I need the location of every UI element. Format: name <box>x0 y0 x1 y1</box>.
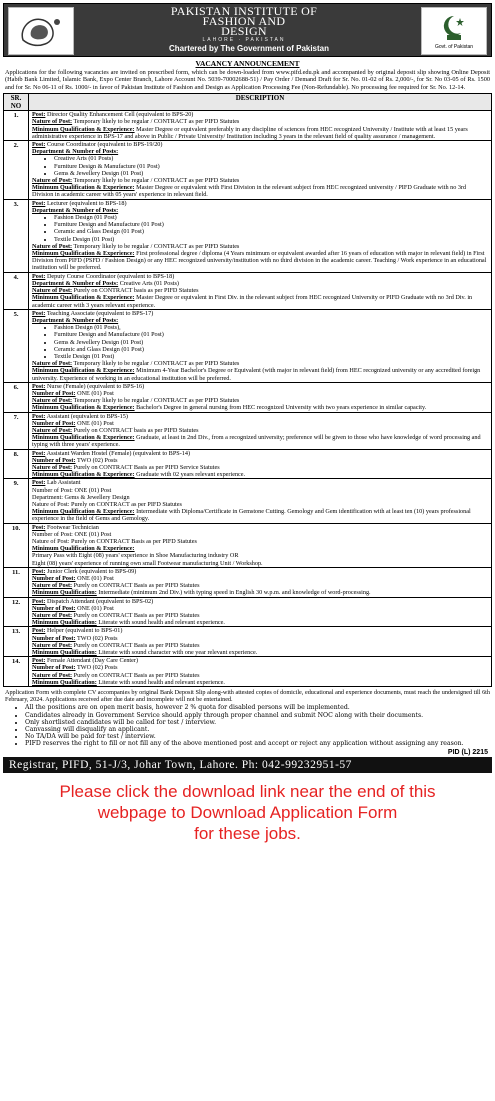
job-row <box>4 449 492 479</box>
job-line-key: Nature of Post: <box>32 242 73 250</box>
job-description <box>29 382 492 412</box>
note-item: • Candidates already in Government Service should apply through proper channel and submit NOC along with their documents. <box>25 712 492 719</box>
job-line <box>32 524 488 531</box>
job-line-value: Temporary likely to be regular / CONTRACT as per PIFD Statutes <box>72 118 240 126</box>
job-row <box>4 272 492 309</box>
job-line <box>32 273 488 280</box>
job-line <box>32 126 488 140</box>
job-line-value: Junior Clerk (equivalent to BPS-09) <box>45 567 137 575</box>
notice-line-2: webpage to Download Application Form <box>97 802 398 822</box>
job-line <box>32 672 488 679</box>
job-line-key: Nature of Post: <box>32 641 73 649</box>
note-item: • No TA/DA will be paid for test / interview. <box>25 733 492 740</box>
job-line <box>32 494 488 501</box>
job-line <box>32 200 488 207</box>
job-line-value: Lab Assistant <box>45 479 81 487</box>
job-line-value: ONE (01) Post <box>75 575 114 583</box>
job-line <box>32 501 488 508</box>
job-line <box>32 397 488 404</box>
department-item: • Ceramic and Glass Design (01 Post) <box>54 228 488 235</box>
sr-no-header: SR. NO <box>4 94 29 111</box>
job-line-key: Department & Number of Posts: <box>32 206 119 214</box>
job-line <box>32 538 488 545</box>
job-description <box>29 479 492 523</box>
jobs-body <box>4 111 492 687</box>
job-description <box>29 657 492 687</box>
job-line-value: Nurse (Female) (equivalent to BPS-16) <box>45 382 145 390</box>
footer-text: Application Form with complete CV accompanies by original Bank Deposit Slip along-with attested copies of domicile, educational and experience documents, must reach the undersigned till 6th February, 2024. Applications received after due date and incomplete will not be entertained. <box>5 689 490 704</box>
job-row <box>4 412 492 449</box>
job-line-key: Minimum Qualification & Experience: <box>32 294 135 302</box>
job-line <box>32 310 488 317</box>
job-line <box>32 427 488 434</box>
job-description <box>29 627 492 657</box>
job-line <box>32 148 488 155</box>
job-line-key: Post: <box>32 111 46 119</box>
job-line <box>32 383 488 390</box>
title-line-2: FASHION AND <box>202 14 286 28</box>
job-line-key: Post: <box>32 449 46 457</box>
application-footer <box>5 689 490 703</box>
job-sr-no: 4. <box>4 272 29 309</box>
job-line-value: Course Coordinator (equivalent to BPS-19/20) <box>45 141 163 149</box>
job-sr-no: 14. <box>4 657 29 687</box>
description-header: DESCRIPTION <box>29 94 492 111</box>
department-item: • Furniture Design & Manufacture (01 Post) <box>54 163 488 170</box>
job-line-value: Graduate, at least in 2nd Div., from a recognized university; preference will be given to those who have knowledge of word processing and typing with three years' experience. <box>32 434 481 449</box>
job-line <box>32 280 488 287</box>
job-line-key: Nature of Post: <box>32 671 73 679</box>
job-line-value: TWO (02) Posts <box>75 456 118 464</box>
note-item: • Only shortlisted candidates will be called for test / interview. <box>25 719 492 726</box>
job-line-key: Minimum Qualification: <box>32 589 97 597</box>
job-sr-no: 11. <box>4 567 29 597</box>
job-line <box>32 487 488 494</box>
notice-line-1: Please click the download link near the end of this <box>59 781 436 801</box>
job-line-key: Minimum Qualification: <box>32 619 97 627</box>
job-line <box>32 552 488 559</box>
job-line-key: Minimum Qualification & Experience: <box>32 404 135 412</box>
job-line-value: Temporary likely to be regular / CONTRACT as per PIFD Statutes <box>72 397 240 405</box>
pakistan-emblem-icon <box>439 13 469 43</box>
job-line-value: Graduate with 02 years relevant experience. <box>134 471 246 479</box>
intro-paragraph: Applications for the following vacancies are invited on prescribed form, which can be down-loaded from www.pifd.edu.pk and accompanied by original deposit slip showing Online Deposit (Habib Bank Limited, Islamic Bank, Expo Center Branch, Lahore Account No. 5039-70002688-51) / Pay Order / Demand Draft for Sr. No. 01-02 of Rs. 2,000/-, for Sr. No 03-05 of Rs. 1500 and for Sr. No 06-11 of Rs. 1000/- in favor of Pakistan Institute of Fashion and Design as Application Processing Fee (Non-Refundable). No processing fee required for Sr. No. 12-14. <box>5 69 490 91</box>
job-row <box>4 657 492 687</box>
job-sr-no: 10. <box>4 523 29 567</box>
job-line-value: Number of Post: ONE (01) Post <box>32 486 112 494</box>
department-item: • Textile Design (01 Post) <box>54 353 488 360</box>
job-line-value: Master Degree or equivalent preferably in any discipline of sciences from HEC recognized University / Institute with at least 15 years administrative experience in BPS-17 and above in Public / Private University/ Institution including 3 years in the relevant field of quality assurance / management. <box>32 125 468 140</box>
job-line <box>32 184 488 198</box>
job-line-value: Teaching Associate (equivalent to BPS-17) <box>45 309 154 317</box>
job-line <box>32 141 488 148</box>
department-item: • Gems & Jewellery Design (01 Post) <box>54 339 488 346</box>
job-row <box>4 111 492 141</box>
job-line-key: Nature of Post: <box>32 612 73 620</box>
job-line-value: Intermediate with Diploma/Certificate in Gemstone Cutting. Gemology and Gem identification with at least ten (10) years professional experience in the field of Gems and Gemology. <box>32 508 471 523</box>
job-description <box>29 272 492 309</box>
job-line <box>32 589 488 596</box>
job-line-key: Post: <box>32 567 46 575</box>
job-line <box>32 250 488 272</box>
job-line-value: TWO (02) Posts <box>75 634 118 642</box>
job-line-value: Footwear Technician <box>45 523 99 531</box>
job-sr-no: 3. <box>4 199 29 272</box>
job-line-key: Minimum Qualification & Experience: <box>32 250 135 258</box>
department-list <box>32 324 488 360</box>
job-line <box>32 294 488 308</box>
job-line-value: Dispatch Attendant (equivalent to BPS-02) <box>45 597 154 605</box>
job-row <box>4 479 492 523</box>
job-line <box>32 508 488 522</box>
job-line <box>32 679 488 686</box>
job-line-key: Number of Post: <box>32 664 76 672</box>
department-item: • Fashion Design (01 Posts), <box>54 324 488 331</box>
job-line-key: Nature of Post: <box>32 177 73 185</box>
job-line-value: Purely on CONTRACT Basis as per PIFD Statutes <box>72 612 200 620</box>
job-line-key: Minimum Qualification & Experience: <box>32 434 135 442</box>
job-row <box>4 523 492 567</box>
job-line-value: Literate with sound health and relevant experience. <box>96 678 225 686</box>
job-line-value: Primary Pass with Eight (08) years' experience in Shoe Manufacturing industry OR <box>32 552 239 560</box>
job-line-value: ONE (01) Post <box>75 419 114 427</box>
job-description <box>29 111 492 141</box>
registrar-address: Registrar, PIFD, 51-J/3, Johar Town, Lahore. Ph: 042-99232951-57 <box>3 757 492 773</box>
job-line-value: Minimum 4-Year Bachelor's Degree or Equivalent (with major in relevant field) from HEC recognized university or any accredited foreign university. Experience of working in an educational institution will be preferred. <box>32 367 481 382</box>
job-line-value: Female Attendant (Day Care Center) <box>45 657 139 665</box>
job-line <box>32 457 488 464</box>
job-description <box>29 449 492 479</box>
pid-code: PID (L) 2215 <box>447 748 488 756</box>
job-line <box>32 664 488 671</box>
job-line-key: Minimum Qualification & Experience: <box>32 367 135 375</box>
job-line-value: Purely on CONTRACT Basis as per PIFD Statutes <box>72 582 200 590</box>
title-line-1: PAKISTAN INSTITUTE OF <box>170 4 318 18</box>
job-line-value: Purely on CONTRACT Basis as per PIFD Statutes <box>72 641 200 649</box>
job-line <box>32 464 488 471</box>
job-line <box>32 531 488 538</box>
job-line-key: Number of Post: <box>32 634 76 642</box>
job-line-value: ONE (01) Post <box>75 604 114 612</box>
job-line-value: Literate with sound health and relevant experience. <box>96 619 225 627</box>
job-line-value: Master Degree or equivalent with First Division in the relevant subject from HEC recognized university / PIFD Graduate with no 3rd Division in academic career with 05 years' experience in relevant field. <box>32 184 467 199</box>
pifd-logo <box>8 7 74 55</box>
job-line <box>32 434 488 448</box>
job-description <box>29 199 492 272</box>
job-line-key: Nature of Post: <box>32 426 73 434</box>
job-line-value: Nature of Post: Purely on CONTRACT as per PIFD Statutes <box>32 500 182 508</box>
job-line-key: Number of Post: <box>32 419 76 427</box>
job-line-key: Number of Post: <box>32 575 76 583</box>
job-line <box>32 479 488 486</box>
job-description <box>29 141 492 200</box>
job-line-key: Number of Post: <box>32 389 76 397</box>
job-line <box>32 657 488 664</box>
job-line-value: First professional degree / diploma (4 Years minimum or equivalent awarded after 16 years of education with major in relevant field) in First Division from PIFD (PSFD / Fashion Design) or any HEC recognized university/institution with no third division in the academic career. Teaching / Work experience in an educational institution will be preferred. <box>32 250 487 272</box>
job-sr-no: 12. <box>4 597 29 627</box>
title-line-3: DESIGN <box>221 24 267 38</box>
job-line-key: Minimum Qualification: <box>32 678 97 686</box>
charter-line: Chartered by The Government of Pakistan <box>168 44 330 53</box>
job-line-value: Director Quality Enhancement Cell (equivalent to BPS-20) <box>45 111 194 119</box>
job-line-value: Lecturer (equivalent to BPS-18) <box>45 199 127 207</box>
institute-title <box>154 6 334 36</box>
job-line <box>32 118 488 125</box>
job-line-key: Post: <box>32 597 46 605</box>
job-sr-no: 9. <box>4 479 29 523</box>
job-description <box>29 523 492 567</box>
job-row <box>4 199 492 272</box>
job-line-key: Nature of Post: <box>32 582 73 590</box>
note-item: • All the positions are on open merit basis, however 2 % quota for disabled persons will be implemented. <box>25 704 492 711</box>
job-line <box>32 605 488 612</box>
job-line-key: Post: <box>32 141 46 149</box>
job-line <box>32 575 488 582</box>
department-item: • Ceramic and Glass Design (01 Post) <box>54 346 488 353</box>
department-item: • Creative Arts (01 Posts) <box>54 155 488 162</box>
govt-caption: Govt. of Pakistan <box>434 43 474 50</box>
job-line-value: Intermediate (minimum 2nd Div.) with typing speed in English 30 w.p.m. and knowledge of word-processing. <box>96 589 371 597</box>
job-line-value: Assistant (equivalent to BPS-15) <box>45 412 128 420</box>
job-line-value: Assistant Warden Hostel (Female) (equivalent to BPS-14) <box>45 449 191 457</box>
institute-location: LAHORE · PAKISTAN <box>202 37 286 43</box>
download-notice <box>3 781 492 844</box>
header-banner <box>3 3 492 57</box>
job-line-value: Master Degree or equivalent in First Div. in the relevant subject from HEC recognized University or PIFD Graduate with no 3rd Div. in academic career with 3 years relevant experience. <box>32 294 473 309</box>
job-sr-no: 6. <box>4 382 29 412</box>
job-line-key: Nature of Post: <box>32 463 73 471</box>
job-sr-no: 8. <box>4 449 29 479</box>
job-line-value: Eight (08) years' experience of running own small Footwear manufacturing Unit / Workshop. <box>32 559 263 567</box>
job-line <box>32 404 488 411</box>
job-line-key: Nature of Post: <box>32 287 73 295</box>
notice-line-3: for these jobs. <box>194 823 301 843</box>
job-row <box>4 597 492 627</box>
job-line <box>32 627 488 634</box>
job-line-value: Purely on CONTRACT Basis as per PIFD Service Statutes <box>72 463 220 471</box>
job-line-key: Department & Number of Posts: <box>32 148 119 156</box>
job-line-value: Number of Post: ONE (01) Post <box>32 530 112 538</box>
job-line-key: Post: <box>32 412 46 420</box>
job-line-value: Bachelor's Degree in general nursing from HEC recognized University with two years experience in similar capacity. <box>134 404 427 412</box>
job-line-value: Department: Gems & Jewellery Design <box>32 493 130 501</box>
job-line-value: Temporary likely to be regular / CONTRACT as per PIFD Statutes <box>72 360 240 368</box>
job-row <box>4 382 492 412</box>
job-line-key: Minimum Qualification & Experience: <box>32 125 135 133</box>
job-line <box>32 612 488 619</box>
job-line <box>32 598 488 605</box>
job-line-key: Minimum Qualification & Experience: <box>32 471 135 479</box>
job-description <box>29 597 492 627</box>
department-item: • Gems & Jewellery Design (01 Post) <box>54 170 488 177</box>
job-line-key: Nature of Post: <box>32 360 73 368</box>
job-line-key: Number of Post: <box>32 604 76 612</box>
department-item: • Furniture Design and Manufacture (01 Post) <box>54 221 488 228</box>
job-line-key: Nature of Post: <box>32 397 73 405</box>
department-item: • Textile Design (01 Post) <box>54 236 488 243</box>
job-line-key: Post: <box>32 309 46 317</box>
job-line-key: Post: <box>32 657 46 665</box>
job-line-key: Post: <box>32 382 46 390</box>
job-line <box>32 471 488 478</box>
job-line <box>32 317 488 324</box>
job-line <box>32 649 488 656</box>
job-line-value: Nature of Post: Purely on CONTRACT Basis as per PIFD Statutes <box>32 538 197 545</box>
job-line <box>32 619 488 626</box>
job-line <box>32 545 488 552</box>
department-item: • Fashion Design (01 Post) <box>54 214 488 221</box>
job-line-key: Department & Number of Posts: <box>32 316 119 324</box>
job-sr-no: 2. <box>4 141 29 200</box>
job-line-key: Minimum Qualification & Experience: <box>32 184 135 192</box>
job-line <box>32 177 488 184</box>
job-line-value: Deputy Course Coordinator (equivalent to BPS-18) <box>45 272 175 280</box>
job-line-value: TWO (02) Posts <box>75 664 118 672</box>
department-list <box>32 214 488 243</box>
job-line <box>32 390 488 397</box>
notes-list <box>3 704 492 747</box>
job-line <box>32 367 488 381</box>
advertisement-page <box>3 3 492 844</box>
job-line-value: Helper (equivalent to BPS-01) <box>45 627 123 635</box>
job-line-value: Creative Arts (01 Posts) <box>118 279 179 287</box>
job-row <box>4 309 492 382</box>
job-sr-no: 1. <box>4 111 29 141</box>
job-line-value: Purely on CONTRACT Basis as per PIFD Statutes <box>72 671 200 679</box>
job-line <box>32 420 488 427</box>
job-line-key: Minimum Qualification & Experience: <box>32 545 135 553</box>
job-line-value: Literate with sound character with one year relevant experience. <box>96 649 258 657</box>
job-line-key: Post: <box>32 479 46 487</box>
job-line <box>32 560 488 567</box>
note-item: • Canvassing will disqualify an applicant. <box>25 726 492 733</box>
job-line <box>32 450 488 457</box>
job-line <box>32 111 488 118</box>
job-line <box>32 635 488 642</box>
job-line <box>32 360 488 367</box>
job-line-value: Purely on CONTRACT basis as per PIFD Statutes <box>72 287 199 295</box>
job-sr-no: 7. <box>4 412 29 449</box>
job-line-value: Temporary likely to be regular / CONTRACT as per PIFD Statutes <box>72 177 240 185</box>
department-item: • Furniture Design and Manufacture (01 Post) <box>54 331 488 338</box>
paisley-logo-icon <box>17 14 65 48</box>
job-description <box>29 309 492 382</box>
job-line <box>32 568 488 575</box>
job-line-value: Purely on CONTRACT basis as per PIFD Statutes <box>72 426 199 434</box>
job-line-key: Number of Post: <box>32 456 76 464</box>
job-sr-no: 13. <box>4 627 29 657</box>
job-sr-no: 5. <box>4 309 29 382</box>
job-line-key: Nature of Post: <box>32 118 73 126</box>
job-line-key: Post: <box>32 627 46 635</box>
job-line-key: Department & Number of Posts: <box>32 279 119 287</box>
job-line <box>32 642 488 649</box>
vacancy-heading: VACANCY ANNOUNCEMENT <box>195 59 300 68</box>
job-line-key: Post: <box>32 272 46 280</box>
job-line-key: Minimum Qualification & Experience: <box>32 508 135 516</box>
job-description <box>29 412 492 449</box>
job-line <box>32 582 488 589</box>
job-row <box>4 567 492 597</box>
note-item: • PIFD reserves the right to fill or not fill any of the above mentioned post and accept or reject any application without assigning any reason. <box>25 740 492 747</box>
department-list <box>32 155 488 177</box>
job-description <box>29 567 492 597</box>
govt-emblem <box>421 7 487 55</box>
job-line-value: ONE (01) Post <box>75 389 114 397</box>
job-line-key: Post: <box>32 523 46 531</box>
job-line-key: Post: <box>32 199 46 207</box>
job-line <box>32 243 488 250</box>
job-line <box>32 413 488 420</box>
job-line-value: Temporary likely to be regular / CONTRACT as per PIFD Statutes <box>72 242 240 250</box>
job-row <box>4 141 492 200</box>
job-line <box>32 207 488 214</box>
job-row <box>4 627 492 657</box>
job-line-key: Minimum Qualification: <box>32 649 97 657</box>
vacancy-table <box>3 93 492 687</box>
job-line <box>32 287 488 294</box>
